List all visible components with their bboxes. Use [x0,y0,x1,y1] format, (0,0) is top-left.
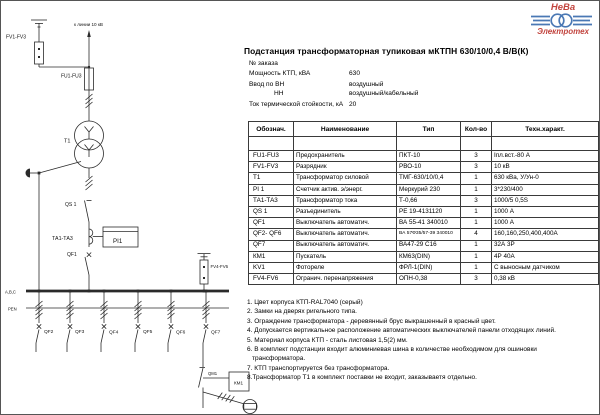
cell-type: Т-0,66 [397,195,461,206]
cell-designation: QS 1 [249,206,294,217]
feeder-breaker-qf6-symbol [168,290,175,352]
feeder-breaker-qf7-symbol [203,290,210,352]
phase-slash-marks [86,176,93,190]
note-item: 4. Допускается вертикальное расположение автоматических выключателей панели отходящих линий. [247,327,556,335]
cell-type: ТМГ-630/10/0,4 [397,173,461,184]
cell-qty: 3 [461,162,492,173]
table-row [249,173,599,184]
cell-type: РВО-10 [397,162,461,173]
cell-empty [249,137,294,151]
cell-characteristics: 10 кВ [492,162,599,173]
cell-qty: 1 [461,184,492,195]
cell-designation: QF7 [249,240,294,251]
pi1-label: PI1 [113,237,123,245]
arrow-up-icon [87,30,91,37]
table-empty-row [249,137,599,151]
cell-type: РЕ 19-4131120 [397,206,461,217]
column-header: Обознач. [249,122,294,137]
single-line-schematic [1,1,261,415]
qf3-label: QF3 [75,330,85,335]
cell-characteristics: 0,38 кВ [492,274,599,285]
cell-qty: 3 [461,151,492,162]
feeder-breaker-qf5-symbol [135,290,142,352]
cell-name: Фотореле [294,262,397,273]
table-row [249,262,599,273]
equipment-table [248,121,599,285]
qf1-label: QF1 [67,252,77,258]
info-row [249,60,418,70]
bus-pen-label: PEN [8,306,17,312]
column-header: Техн.характ. [492,122,599,137]
info-value: 630 [349,69,361,77]
incoming-line-label: к линии 10 кВ [74,22,103,27]
brand-name-top: НеВа [550,2,576,13]
cell-qty: 1 [461,240,492,251]
table-row [249,218,599,229]
info-label: Мощность КТП, кВА [249,69,311,77]
info-label: № заказа [249,60,278,67]
cell-name: Предохранитель [294,151,397,162]
cell-type: Меркурий 230 [397,184,461,195]
cell-qty: 1 [461,262,492,273]
cell-qty: 4 [461,229,492,240]
cell-name: Трансформатор тока [294,195,397,206]
notes-block [247,298,556,383]
cell-name: Трансформатор силовой [294,173,397,184]
cell-characteristics: С выносным датчиком [492,262,599,273]
cell-designation: QF2- QF6 [249,229,294,240]
cell-name: Выключатель автоматич. [294,240,397,251]
cell-qty: 1 [461,206,492,217]
feeder-breaker-qf4-symbol [101,290,108,352]
order-info-block [249,60,418,111]
cell-characteristics: 160,160,250,400,400А [492,229,599,240]
cell-designation: КМ1 [249,251,294,262]
cell-qty: 1 [461,173,492,184]
disconnector-qs1-symbol [85,201,92,248]
cell-type: ВА 57Ф35/57-39 340010 [397,229,461,240]
feeder-breaker-qf3-symbol [67,290,74,352]
cell-type: КМ63(DIN) [397,251,461,262]
cell-characteristics: 630 кВа, У/Ун-0 [492,173,599,184]
cell-characteristics: 1000 А [492,218,599,229]
cell-name: Выключатель автоматич. [294,229,397,240]
cell-designation: FU1-FU3 [249,151,294,162]
brand-name-bottom: Электротех [537,26,589,36]
cell-qty: 1 [461,251,492,262]
cell-empty [294,137,397,151]
note-item: 5. Материал корпуса КТП - сталь листовая 1,5(2) мм. [247,336,408,344]
table-row [249,251,599,262]
bus-abc-label: А,В,С [5,289,16,295]
note-item: 3. Ограждение трансформатора - деревянный брус выкрашенный в красный цвет. [247,317,496,325]
incoming-line-group [87,30,91,121]
earth-neutral-group [26,162,82,292]
cell-designation: ТА1-ТА3 [249,195,294,206]
cell-type: ВА47-29 С16 [397,240,461,251]
cell-type: ФРЛ-1(DIN) [397,262,461,273]
cell-type: ОПН-0,38 [397,274,461,285]
surge-arrester-fv4-symbol [198,254,211,293]
page-title: Подстанция трансформаторная тупиковая мКТПН 630/10/0,4 В/В(К) [244,46,529,56]
table-row [249,229,599,240]
cell-designation: KV1 [249,262,294,273]
info-value: воздушный [349,80,384,88]
contactor-qm1-symbol [199,352,230,408]
table-row [249,206,599,217]
cell-name: Огранич. перенапряжения [294,274,397,285]
table-row [249,240,599,251]
info-row [249,70,418,80]
cell-empty [397,137,461,151]
info-label: Ток термической стойкости, кА [249,101,344,109]
breaker-qf1-symbol [85,253,91,293]
cell-name: Пускатель [294,251,397,262]
cell-characteristics: 1000 А [492,206,599,217]
table-row [249,151,599,162]
cell-empty [461,137,492,151]
qm1-label: QM1 [208,371,218,376]
cell-name: Выключатель автоматич. [294,218,397,229]
column-header: Кол-во [461,122,492,137]
cell-designation: FV4-FV6 [249,274,294,285]
info-value: воздушный/кабельный [349,90,419,98]
cell-designation: PI 1 [249,184,294,195]
cell-empty [492,137,599,151]
cell-characteristics: 4Р 40А [492,251,599,262]
note-item: 8.Трансформатор Т1 в комплект поставки не входит, заказываетя отдельно. [247,374,477,382]
note-item: 6. В комплект подстанции входит алюминиевая шина в количестве необходимом для ошиновки трансформатора. [247,346,537,363]
current-transformer-ta-symbol [89,229,103,244]
t1-label: Т1 [64,138,71,145]
feeder-breaker-qf2-symbol [36,290,43,352]
table-header-row [249,122,599,137]
info-row [249,90,418,100]
qs1-label: QS 1 [65,202,77,208]
note-item: 2. Замки на дверях ригельного типа. [247,308,357,316]
table-row [249,184,599,195]
qf7-label: QF7 [211,330,221,336]
cell-designation: Т1 [249,173,294,184]
table-row [249,162,599,173]
cell-characteristics: 32А 3Р [492,240,599,251]
info-label: НН [274,90,284,98]
fv1-label: FV1-FV3 [6,34,27,41]
lamp-circuit-group [203,392,257,414]
qf6-label: QF6 [176,330,186,336]
cell-designation: FV1-FV3 [249,162,294,173]
cell-name: Разрядник [294,162,397,173]
table-row [249,195,599,206]
column-header: Тип [397,122,461,137]
qf5-label: QF5 [143,330,153,335]
qf4-label: QF4 [109,330,119,336]
km1-label: КМ1 [234,380,244,386]
cell-name: Счетчик актив. э/энерг. [294,184,397,195]
schematic-labels [5,22,244,386]
fv4-label: FV4-FV6 [210,264,229,269]
qf2-label: QF2 [44,330,54,335]
cell-qty: 1 [461,218,492,229]
info-label: Ввод по ВН [249,80,285,88]
fu1-label: FU1-FU3 [61,73,82,80]
cell-type: ВА 55-41 340010 [397,218,461,229]
cell-characteristics: 1000/5 0,5S [492,195,599,206]
surge-arrester-fv1-symbol [31,20,90,68]
note-item: 7. КТП транспортируется без трансформатора. [247,364,390,372]
cell-characteristics: Iпл.вст.-80 А [492,151,599,162]
cell-name: Разъединитель [294,206,397,217]
table-row [249,274,599,285]
info-value: 20 [349,101,357,109]
brand-emblem-icon [530,12,596,29]
info-row [249,81,418,91]
note-item: 1. Цвет корпуса КТП-RAL7040 (серый) [247,299,363,306]
transformer-t1-symbol [75,121,104,178]
info-row [249,101,418,111]
cell-characteristics: 3*230/400 [492,184,599,195]
cell-qty: 3 [461,274,492,285]
brand-logo [527,3,599,36]
cell-type: ПКТ-10 [397,151,461,162]
earth-symbol [26,169,31,178]
column-header: Наименование [294,122,397,137]
cell-qty: 3 [461,195,492,206]
cell-designation: QF1 [249,218,294,229]
ta1-label: ТА1-ТА3 [52,236,73,242]
